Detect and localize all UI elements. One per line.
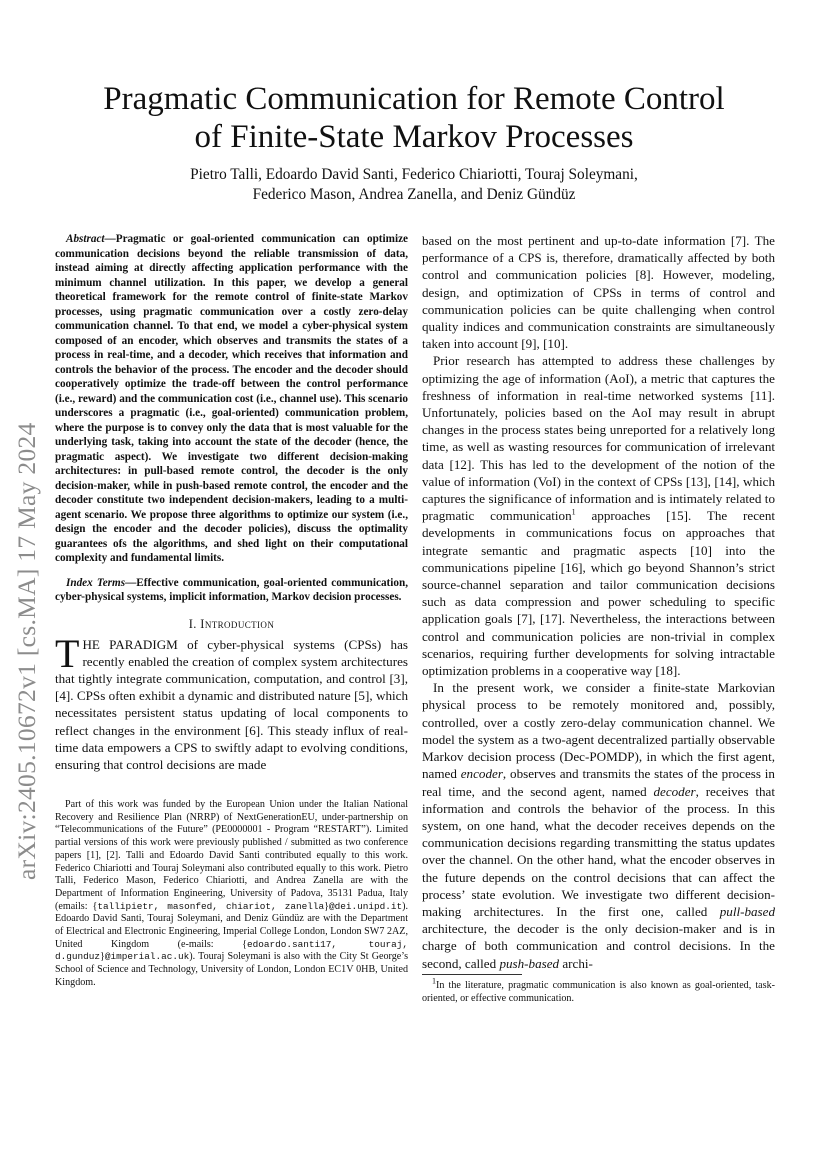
author-list [100, 165, 728, 205]
paper-title [60, 80, 768, 156]
section-heading-introduction [55, 617, 408, 632]
email-usernames-padova[interactable]: tallipietr, masonfed, chiariot, zanella [97, 900, 325, 912]
paragraph-text: In the present work, we consider a finite-state Markovian physical process to be remotely monitored and, possibly, controlled, over a costly zero-delay communication channel. We model the system as a two-agent decentralized partially observable Markov decision process (Dec-POMDP), in which the first agent, named [422, 680, 775, 782]
title-line-1: Pragmatic Communication for Remote Control [103, 81, 725, 117]
authors-line-2: Federico Mason, Andrea Zanella, and Deniz Gündüz [252, 186, 576, 203]
footnote-text: In the literature, pragmatic communication is also known as goal-oriented, task-oriented, or effective communication. [422, 980, 775, 1004]
email-domain-imperial[interactable]: @imperial.ac.uk [104, 951, 190, 963]
left-column [55, 232, 408, 773]
intro-paragraph-1-continued: based on the most pertinent and up-to-date information [7]. The performance of a CPS is, therefore, dramatically affected by both control and communication policies [8]. However, modeling, design, and optimization of CPSs in terms of control and communication policies can be quite challenging when control quality indices and communication constraints are simultaneously taken into account [9], [10]. [422, 233, 775, 352]
abstract-label: Abstract [66, 233, 105, 245]
footnote-marker[interactable]: 1 [571, 507, 576, 517]
abstract [55, 232, 408, 566]
term-encoder: encoder [460, 766, 503, 782]
title-line-2: of Finite-State Markov Processes [194, 119, 634, 155]
funding-footnote [55, 799, 408, 990]
intro-paragraph-1 [55, 630, 409, 774]
funding-footnote-text [55, 799, 408, 990]
intro-paragraph-2 [422, 352, 775, 679]
paragraph-text: architecture, the decoder is the only decision-maker and is in charge of both communication and control decisions. In the second, called [422, 921, 775, 971]
term-push-based: push-based [499, 955, 560, 971]
footnote-part: } [100, 951, 105, 963]
paragraph-text: Prior research has attempted to address these challenges by optimizing the age of information (AoI), a metric that captures the freshness of information in real-time networked systems [11]. Unfortunately, policies based on the AoI may result in abrupt changes in the process states being unreported for a relatively long time, as well as wasting resources for communication of irrelevant data [12]. This has led to the development of the notion of the value of information (VoI) in the context of CPSs [13], [14], which captures the significance of information and is intimately related to pragmatic communication [422, 353, 775, 524]
right-column [422, 232, 775, 972]
footnote-part: Part of this work was funded by the European Union under the Italian National Recovery and Resilience Plan (NRRP) of NextGenerationEU, under-partnership on “Telecommunications of the Future” (PE0000001 - Program “RESTART”). Limited partial versions of this work were previously published / submitted as two conference papers [1], [2]. Talli and Edoardo David Santi contributed equally to this work. Federico Chiariotti and Touraj Soleymani also contributed equally to this work. Pietro Talli, Federico Mason, Federico Chiariotti, and Andrea Zanella are with the Department of Information Engineering, University of Padova, 35131 Padua, Italy (emails: { [55, 799, 408, 912]
pragmatic-footnote-text [422, 976, 775, 1005]
footnote-number: 1 [432, 976, 436, 986]
paragraph-text: , observes and transmits the states of the process in real time, and the second agent, named [422, 766, 775, 799]
abstract-text: —Pragmatic or goal-oriented communication can optimize communication decisions beyond the reliable transmission of data, instead aiming at directly affecting application performance with the minimum channel utilization. In this paper, we develop a general theoretical framework for the remote control of finite-state Markov processes, using pragmatic communication over a costly zero-delay communication channel. To that end, we model a cyber-physical system composed of an encoder, which observes and transmits the states of a process in real-time, and a decoder, which receives that information and controls the behavior of the process. The encoder and the decoder should cooperatively optimize the trade-off between the control performance (i.e., reward) and the communication cost (i.e., channel use). This scenario underscores a pragmatic (i.e., goal-oriented) communication problem, where the purpose is to convey only the data that is most valuable for the underlying task, taking into account the state of the decoder (hence, the pragmatic aspect). We investigate two different decision-making architectures: in pull-based remote control, the decoder is the only decision-maker, while in push-based remote control, the encoder and the decoder constitute two independent decision-makers, leading to a multi-agent scenario. We propose three algorithms to optimize our system (i.e., design the encoder and the decoder policies), discuss the optimality guarantees ofs the algorithms, and shed light on their computational complexity and fundamental limits. [55, 233, 408, 564]
section-number: I. [188, 616, 197, 631]
intro-caps: HE PARADIGM [82, 636, 178, 652]
intro-paragraph-3 [422, 679, 775, 971]
drop-cap: T [55, 630, 80, 676]
footnote-part: ). Touraj Soleymani is also with the City St George’s School of Science and Technology, University of London, London EC1V 0HB, United Kingdom. [55, 951, 408, 988]
arxiv-stamp-text: arXiv:2405.10672v1 [cs.MA] 17 May 2024 [12, 422, 41, 880]
authors-line-1: Pietro Talli, Edoardo David Santi, Federico Chiariotti, Touraj Soleymani, [190, 166, 638, 183]
paragraph-text: , receives that information and controls the behavior of the process. In this system, on one hand, what the decoder receives depends on the communication decisions regarding transmitting the status updates over the channel. On the other hand, what the encoder observes in the future depends on the control decisions that can affect the process’ state evolution. We investigate two different decision-making architectures. In the first one, called [422, 783, 776, 919]
term-decoder: decoder [653, 783, 696, 799]
email-domain-padova[interactable]: @dei.unipd.it [328, 900, 403, 912]
email-usernames-imperial[interactable]: edoardo.santi17, touraj, d.gunduz [55, 938, 408, 963]
footnote-part: ). Edoardo David Santi, Touraj Soleymani, and Deniz Gündüz are with the Department of Electrical and Electronic Engineering, Imperial College London, London SW7 2AZ, United Kingdom (e-mails: { [55, 900, 408, 950]
section-title: Introduction [200, 616, 275, 631]
term-pull-based: pull-based [719, 903, 775, 919]
pragmatic-footnote [422, 974, 775, 1005]
paragraph-text: archi- [559, 955, 593, 971]
paragraph-text: approaches [15]. The recent developments in communications focus on approaches that integrate semantic and pragmatic aspects [10] into the communications pipeline [16], which go beyond Shannon’s strict source-channel separation and tailor communication decisions such as data compression and power scheduling to specific application goals [7], [17]. Nevertheless, the interactions between control and communication policies are non-trivial in complex scenarios, requiring further developments for solving intractable optimization problems in a cooperative way [18]. [422, 508, 776, 679]
index-terms-label: Index Terms [66, 576, 126, 589]
index-terms [55, 576, 408, 605]
footnote-part: } [324, 900, 329, 912]
footnote-rule [422, 974, 522, 975]
index-terms-text: —Effective communication, goal-oriented communication, cyber-physical systems, implicit information, Markov decision processes. [55, 576, 408, 603]
intro-p1-text: of cyber-physical systems (CPSs) has recently enabled the creation of complex system architectures that tightly integrate communication, computation, and control [3], [4]. CPSs often exhibit a dynamic and distributed nature [5], which necessitates persistent status updating of local components to reflect changes in the environment [6]. This steady influx of real-time data empowers a CPS to swiftly adapt to evolving conditions, ensuring that control decisions are made [55, 636, 409, 772]
